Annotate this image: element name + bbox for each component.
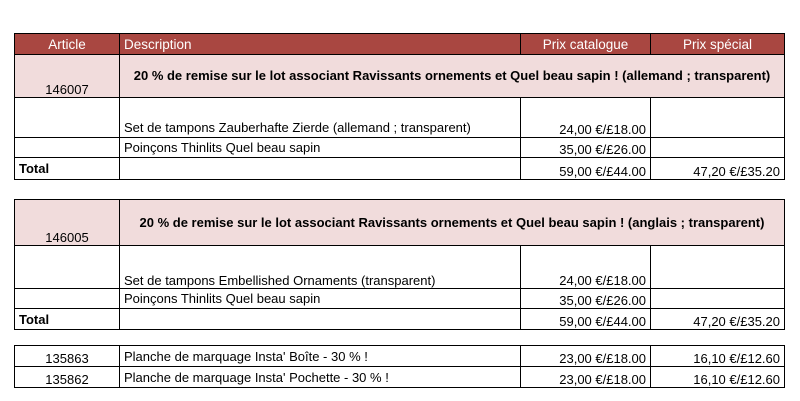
article-number: 146005 [15, 200, 120, 246]
item-catalog-price: 35,00 €/£26.00 [521, 289, 651, 309]
item-catalog-price: 24,00 €/£18.00 [521, 98, 651, 138]
item-catalog-price: 35,00 €/£26.00 [521, 138, 651, 158]
promo-title: 20 % de remise sur le lot associant Ravissants ornements et Quel beau sapin ! (allemand ; transparent) [120, 55, 785, 98]
header-description: Description [120, 34, 521, 55]
item-special-price [651, 289, 785, 309]
item-row [15, 98, 785, 138]
promo-title: 20 % de remise sur le lot associant Ravissants ornements et Quel beau sapin ! (anglais ; transparent) [120, 200, 785, 246]
table-row [15, 346, 785, 367]
article-number: 146007 [15, 55, 120, 98]
header-special-price: Prix spécial [651, 34, 785, 55]
item-special-price [651, 138, 785, 158]
total-row [15, 309, 785, 330]
item-description: Poinçons Thinlits Quel beau sapin [120, 138, 521, 158]
total-catalog-price: 59,00 €/£44.00 [521, 158, 651, 180]
header-catalog-price: Prix catalogue [521, 34, 651, 55]
item-row [15, 138, 785, 158]
price-table-1 [14, 33, 785, 180]
item-special-price: 16,10 €/£12.60 [651, 367, 785, 388]
item-description: Set de tampons Embellished Ornaments (transparent) [120, 246, 521, 289]
total-label: Total [15, 158, 120, 180]
price-table-3 [14, 345, 785, 388]
total-row [15, 158, 785, 180]
item-catalog-price: 24,00 €/£18.00 [521, 246, 651, 289]
item-description: Poinçons Thinlits Quel beau sapin [120, 289, 521, 309]
item-description: Set de tampons Zauberhafte Zierde (allemand ; transparent) [120, 98, 521, 138]
item-special-price [651, 246, 785, 289]
promo-row [15, 200, 785, 246]
total-catalog-price: 59,00 €/£44.00 [521, 309, 651, 330]
article-number: 135862 [15, 367, 120, 388]
header-article: Article [15, 34, 120, 55]
item-description: Planche de marquage Insta' Pochette - 30 % ! [120, 367, 521, 388]
item-catalog-price: 23,00 €/£18.00 [521, 346, 651, 367]
total-special-price: 47,20 €/£35.20 [651, 158, 785, 180]
item-description: Planche de marquage Insta' Boîte - 30 % ! [120, 346, 521, 367]
item-special-price: 16,10 €/£12.60 [651, 346, 785, 367]
total-label: Total [15, 309, 120, 330]
item-row [15, 289, 785, 309]
price-table-2 [14, 199, 785, 330]
item-special-price [651, 98, 785, 138]
item-catalog-price: 23,00 €/£18.00 [521, 367, 651, 388]
item-row [15, 246, 785, 289]
promo-row [15, 55, 785, 98]
total-special-price: 47,20 €/£35.20 [651, 309, 785, 330]
table-row [15, 367, 785, 388]
article-number: 135863 [15, 346, 120, 367]
header-row [15, 34, 785, 55]
